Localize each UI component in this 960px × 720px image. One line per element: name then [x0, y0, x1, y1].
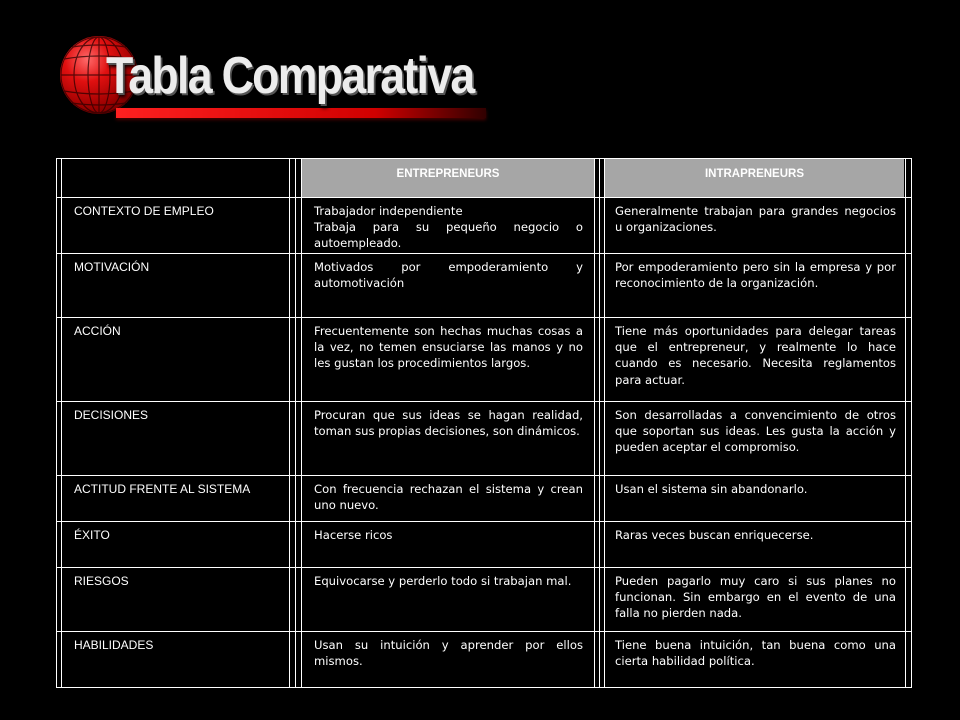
cell-intrapreneurs-decisiones: Son desarrolladas a convencimiento de otros que soportan sus ideas. Les gusta la acción y pueden aceptar el compromiso. — [615, 408, 896, 455]
cell-entrepreneurs-habilidades: Usan su intuición y aprender por ellos mismos. — [314, 638, 583, 669]
row-label-riesgos: RIESGOS — [74, 574, 129, 588]
cell-entrepreneurs-actitud: Con frecuencia rechazan el sistema y crean uno nuevo. — [314, 482, 583, 513]
cell-intrapreneurs-actitud: Usan el sistema sin abandonarlo. — [615, 482, 808, 496]
row-label-contexto: CONTEXTO DE EMPLEO — [74, 204, 214, 218]
cell-intrapreneurs-habilidades: Tiene buena intuición, tan buena como una cierta habilidad política. — [615, 638, 896, 669]
comparison-table — [56, 158, 912, 688]
header-entrepreneurs: ENTREPRENEURS — [396, 168, 500, 180]
cell-intrapreneurs-riesgos: Pueden pagarlo muy caro si sus planes no funcionan. Sin embargo en el evento de una falla no pierden nada. — [615, 574, 896, 621]
title-underline — [116, 108, 486, 118]
cell-intrapreneurs-motivacion: Por empoderamiento pero sin la empresa y por reconocimiento de la organización. — [615, 260, 896, 291]
cell-entrepreneurs-riesgos: Equivocarse y perderlo todo si trabajan mal. — [314, 574, 572, 588]
page-title: Tabla Comparativa — [106, 47, 474, 105]
header-intrapreneurs: INTRAPRENEURS — [704, 168, 805, 180]
row-label-actitud: ACTITUD FRENTE AL SISTEMA — [74, 482, 251, 496]
cell-entrepreneurs-exito: Hacerse ricos — [314, 528, 393, 542]
row-label-decisiones: DECISIONES — [74, 408, 149, 422]
cell-intrapreneurs-exito: Raras veces buscan enriquecerse. — [615, 528, 814, 542]
cell-entrepreneurs-motivacion: Motivados por empoderamiento y automotivación — [314, 260, 583, 291]
row-label-motivacion: MOTIVACIÓN — [74, 260, 150, 274]
cell-entrepreneurs-accion: Frecuentemente son hechas muchas cosas a la vez, no temen ensuciarse las manos y no les gustan los procedimientos largos. — [314, 324, 583, 371]
cell-intrapreneurs-contexto: Generalmente trabajan para grandes negocios u organizaciones. — [615, 204, 896, 235]
cell-intrapreneurs-accion: Tiene más oportunidades para delegar tareas que el entrepreneur, y realmente lo hace cuando es necesario. Necesita reglamentos para actuar. — [615, 324, 896, 387]
title-banner — [56, 32, 496, 128]
cell-entrepreneurs-contexto: Trabajador independiente Trabaja para su pequeño negocio o autoempleado. — [314, 204, 583, 251]
row-label-exito: ÉXITO — [74, 528, 110, 542]
row-label-accion: ACCIÓN — [74, 324, 121, 338]
cell-entrepreneurs-decisiones: Procuran que sus ideas se hagan realidad, toman sus propias decisiones, son dinámicos. — [314, 408, 583, 439]
row-label-habilidades: HABILIDADES — [74, 638, 154, 652]
